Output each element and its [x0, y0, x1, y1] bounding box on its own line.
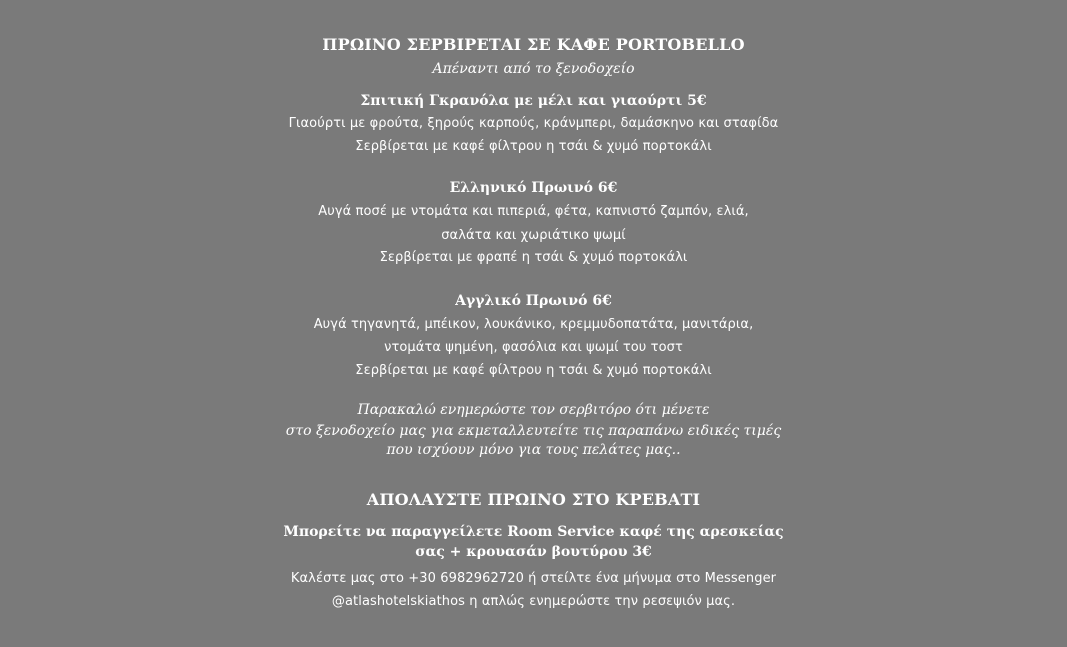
menu-item-line: Σερβίρεται με καφέ φίλτρου η τσάι & χυμό πορτοκάλι — [355, 363, 712, 378]
guest-note-line: στο ξενοδοχείο μας για εκμεταλλευτείτε τις παραπάνω ειδικές τιμές — [285, 423, 782, 439]
room-service-offer-line: σας + κρουασάν βουτύρου 3€ — [415, 544, 652, 560]
menu-item-line: Σερβίρεται με καφέ φίλτρου η τσάι & χυμό πορτοκάλι — [355, 139, 712, 154]
room-service-offer-line: Μπορείτε να παραγγείλετε Room Service καφέ της αρεσκείας — [283, 524, 784, 540]
menu-item-line: ντομάτα ψημένη, φασόλια και ψωμί του τοστ — [384, 340, 683, 355]
menu-item-line: Αυγά ποσέ με ντομάτα και πιπεριά, φέτα, καπνιστό ζαμπόν, ελιά, — [318, 204, 749, 219]
menu-item-title-granola: Σπιτική Γκρανόλα με μέλι και γιαούρτι 5€ — [360, 93, 707, 109]
menu-item-line: Γιαούρτι με φρούτα, ξηρούς καρπούς, κράνμπερι, δαμάσκηνο και σταφίδα — [288, 116, 779, 131]
menu-item-title-greek: Ελληνικό Πρωινό 6€ — [449, 180, 618, 196]
menu-item-line: σαλάτα και χωριάτικο ψωμί — [441, 228, 626, 243]
guest-note-line: Παρακαλώ ενημερώστε τον σερβιτόρο ότι μένετε — [357, 402, 710, 418]
breakfast-subtitle: Απέναντι από το ξενοδοχείο — [432, 61, 635, 77]
room-service-contact-line: Καλέστε μας στο +30 6982962720 ή στείλτε ένα μήνυμα στο Messenger — [290, 571, 777, 586]
breakfast-title: ΠΡΩΙΝΟ ΣΕΡΒΙΡΕΤΑΙ ΣΕ ΚΑΦΕ PORTOBELLO — [322, 35, 745, 54]
menu-item-line: Αυγά τηγανητά, μπέικον, λουκάνικο, κρεμμυδοπατάτα, μανιτάρια, — [313, 317, 754, 332]
room-service-contact-line: @atlashotelskiathos η απλώς ενημερώστε την ρεσεψιόν μας. — [331, 594, 736, 609]
guest-note-line: που ισχύουν μόνο για τους πελάτες μας.. — [386, 442, 681, 458]
menu-item-line: Σερβίρεται με φραπέ η τσάι & χυμό πορτοκάλι — [379, 250, 688, 265]
room-service-title: ΑΠΟΛΑΥΣΤΕ ΠΡΩΙΝΟ ΣΤΟ ΚΡΕΒΑΤΙ — [366, 490, 701, 509]
menu-item-title-english: Αγγλικό Πρωινό 6€ — [455, 293, 612, 309]
